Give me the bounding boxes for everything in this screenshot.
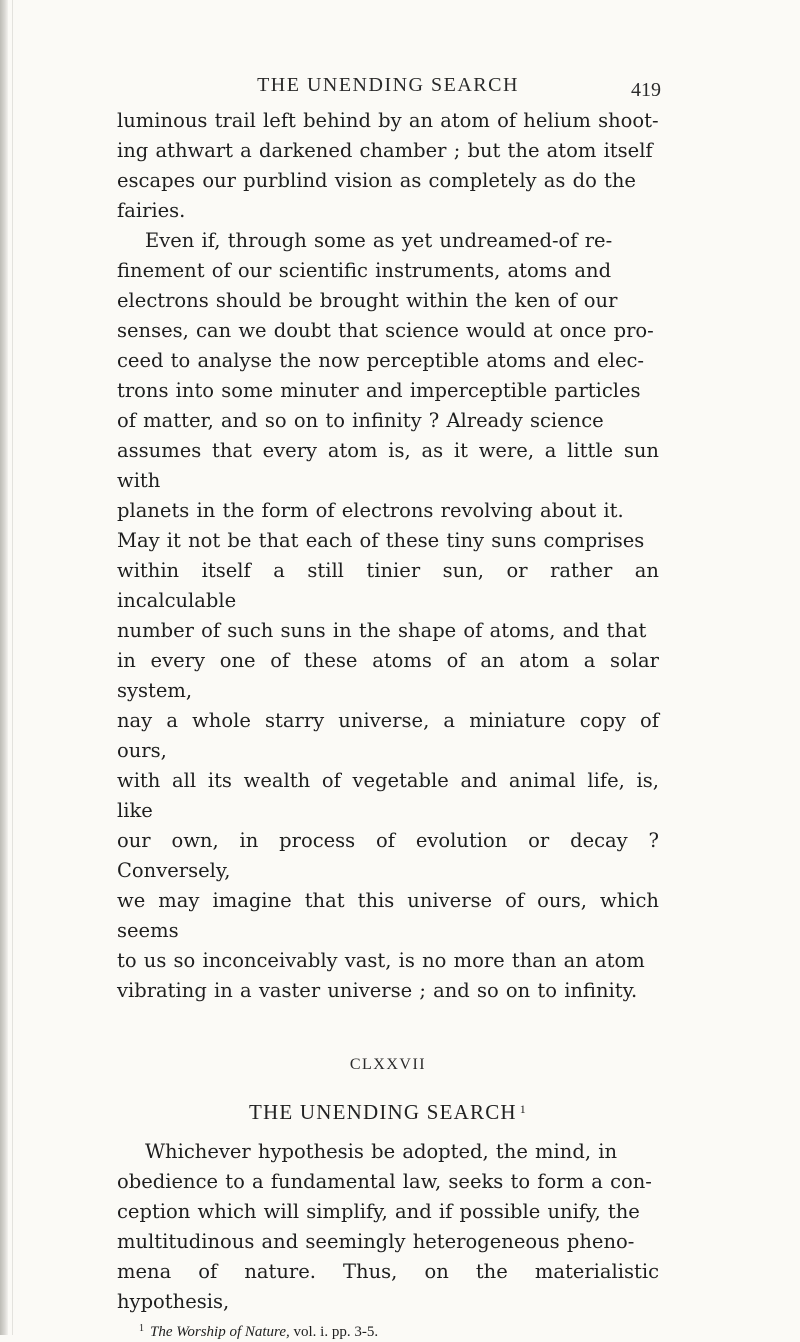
footnote-number: 1 — [139, 1323, 144, 1334]
paragraph-atoms: Even if, through some as yet undreamed-of re- finement of our scientific instruments, atoms and electrons should be brought within the ken of our senses, can we doubt that science would at once pro- ceed to analyse the now perceptible atoms and elec- trons into some minuter and imperceptible particles of matter, and so on to infinity ? Already science assumes that every atom is, as it were, a little sun with planets in the form of electrons revolving about it. May it not be that each of these tiny suns comprises within itself a still tinier sun, or rather an incalculable number of such suns in the shape of atoms, and that in every one of these atoms of an atom a solar system, nay a whole starry universe, a miniature copy of ours, with all its wealth of vegetable and animal life, is, like our own, in process of evolution or decay ? Conversely, we may imagine that this universe of ours, which seems to us so inconceivably vast, is no more than an atom vibrating in a vaster universe ; and so on to infinity. — [117, 229, 659, 1002]
section-body-paragraph: Whichever hypothesis be adopted, the mind, in obedience to a fundamental law, seeks to form a con- ception which will simplify, and if possible unify, the multitudinous and seemingly heterogeneous pheno- mena of nature. Thus, on the materialistic hypothesis, — [117, 1140, 659, 1313]
section-title-text: THE UNENDING SEARCH — [249, 1100, 517, 1124]
page-edge-line — [12, 0, 13, 1335]
header-title: THE UNENDING SEARCH — [257, 74, 519, 96]
section-title — [117, 1100, 659, 1125]
footnote-work-title: The Worship of Nature, — [150, 1324, 290, 1340]
footnote — [117, 1319, 659, 1342]
book-page — [117, 74, 659, 1342]
footnote-reference: 1 — [519, 1102, 527, 1116]
footnote-citation: vol. i. pp. 3-5. — [289, 1324, 379, 1340]
section-number: CLXXVII — [349, 1056, 427, 1073]
running-head — [117, 74, 659, 106]
paragraph-continuation: luminous trail left behind by an atom of helium shoot- ing athwart a darkened chamber ; but the atom itself escapes our purblind vision as completely as do the fairies. — [117, 109, 659, 222]
page-number: 419 — [631, 79, 661, 101]
page-gutter-shadow — [0, 0, 8, 1335]
